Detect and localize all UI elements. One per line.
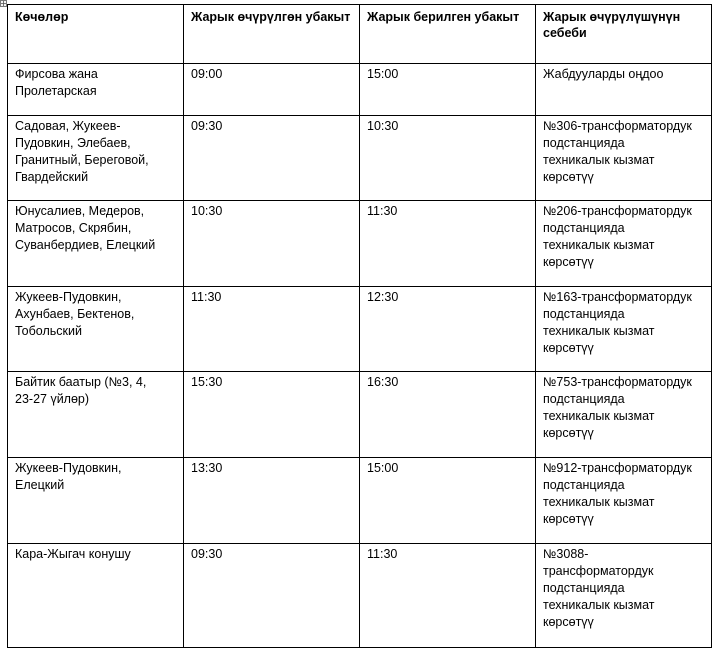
cell-on-time: 11:30 [360, 544, 536, 648]
cell-on-time: 10:30 [360, 116, 536, 201]
cell-on-time: 12:30 [360, 287, 536, 372]
table-row [8, 372, 712, 458]
cell-street: Юнусалиев, Медеров, Матросов, Скрябин, Суванбердиев, Елецкий [8, 201, 184, 287]
cell-street: Жукеев-Пудовкин, Елецкий [8, 458, 184, 544]
cell-on-time: 15:00 [360, 458, 536, 544]
table-row [8, 201, 712, 287]
cell-street: Байтик баатыр (№3, 4, 23-27 үйлөр) [8, 372, 184, 458]
cell-reason: Жабдууларды оңдоо [536, 64, 712, 116]
table-header-row [8, 5, 712, 64]
cell-reason: №163-трансформатордук подстанцияда техникалык кызмат көрсөтүү [536, 287, 712, 372]
cell-reason: №306-трансформатордук подстанцияда техникалык кызмат көрсөтүү [536, 116, 712, 201]
header-off-time: Жарык өчүрүлгөн убакыт [184, 5, 360, 64]
power-outage-table [7, 4, 712, 648]
cell-on-time: 11:30 [360, 201, 536, 287]
cell-on-time: 15:00 [360, 64, 536, 116]
move-arrows-icon [1, 1, 6, 6]
cell-off-time: 09:30 [184, 544, 360, 648]
cell-off-time: 11:30 [184, 287, 360, 372]
header-street: Көчөлөр [8, 5, 184, 64]
table-row [8, 287, 712, 372]
cell-reason: №3088- трансформатордук подстанцияда техникалык кызмат көрсөтүү [536, 544, 712, 648]
cell-off-time: 13:30 [184, 458, 360, 544]
header-on-time: Жарык берилген убакыт [360, 5, 536, 64]
cell-off-time: 09:00 [184, 64, 360, 116]
cell-street: Садовая, Жукеев- Пудовкин, Элебаев, Гранитный, Береговой, Гвардейский [8, 116, 184, 201]
cell-street: Фирсова жана Пролетарская [8, 64, 184, 116]
cell-on-time: 16:30 [360, 372, 536, 458]
cell-reason: №206-трансформатордук подстанцияда техникалык кызмат көрсөтүү [536, 201, 712, 287]
table-row [8, 116, 712, 201]
cell-reason: №912-трансформатордук подстанцияда техникалык кызмат көрсөтүү [536, 458, 712, 544]
table-row [8, 64, 712, 116]
cell-off-time: 15:30 [184, 372, 360, 458]
table-move-handle[interactable] [0, 0, 7, 7]
cell-street: Жукеев-Пудовкин, Ахунбаев, Бектенов, Тобольский [8, 287, 184, 372]
table-row [8, 458, 712, 544]
cell-off-time: 09:30 [184, 116, 360, 201]
cell-reason: №753-трансформатордук подстанцияда техникалык кызмат көрсөтүү [536, 372, 712, 458]
header-reason: Жарык өчүрүлүшүнүн себеби [536, 5, 712, 64]
cell-street: Кара-Жыгач конушу [8, 544, 184, 648]
table-row [8, 544, 712, 648]
cell-off-time: 10:30 [184, 201, 360, 287]
